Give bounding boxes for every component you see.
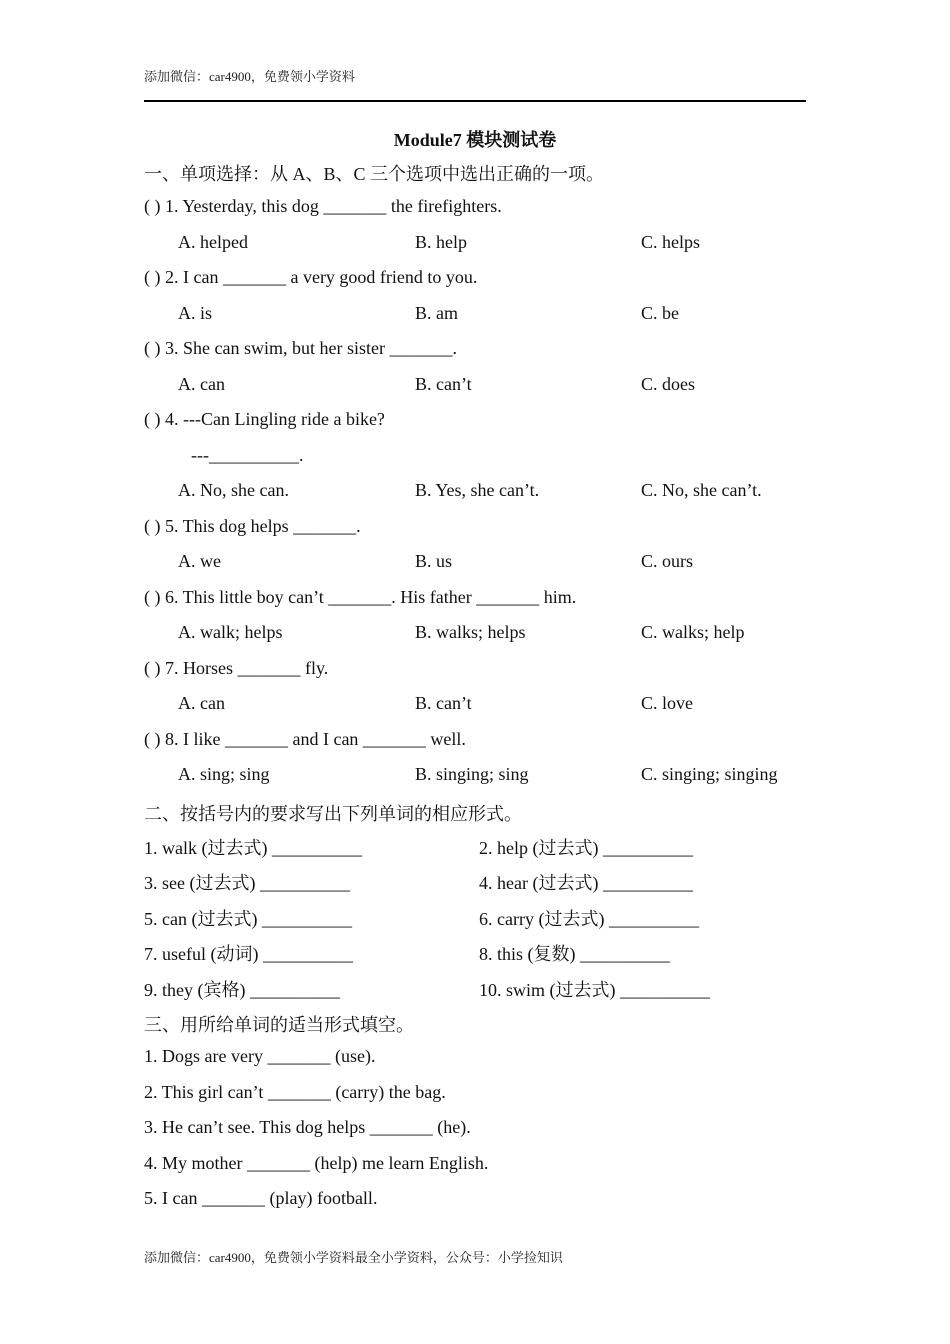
question-5-option-a: A. we xyxy=(178,551,221,571)
question-8-option-c: C. singing; singing xyxy=(641,764,778,784)
question-2-option-c: C. be xyxy=(641,303,679,323)
question-1-stem: ( ) 1. Yesterday, this dog _______ the firefighters. xyxy=(144,196,502,216)
question-5-stem: ( ) 5. This dog helps _______. xyxy=(144,516,361,536)
question-7-option-b: B. can’t xyxy=(415,693,472,713)
question-4-option-c: C. No, she can’t. xyxy=(641,480,762,500)
question-7-option-c: C. love xyxy=(641,693,693,713)
fill-blank-item-5: 5. I can _______ (play) football. xyxy=(144,1188,378,1208)
question-7-stem: ( ) 7. Horses _______ fly. xyxy=(144,658,329,678)
question-4-stem: ( ) 4. ---Can Lingling ride a bike? xyxy=(144,409,385,429)
question-6-option-a: A. walk; helps xyxy=(178,622,283,642)
question-1-option-b: B. help xyxy=(415,232,467,252)
question-4-option-b: B. Yes, she can’t. xyxy=(415,480,540,500)
word-form-item-8: 8. this (复数) __________ xyxy=(479,944,670,964)
question-4-option-a: A. No, she can. xyxy=(178,480,289,500)
word-form-item-6: 6. carry (过去式) __________ xyxy=(479,909,699,929)
question-2-option-b: B. am xyxy=(415,303,458,323)
fill-blank-item-4: 4. My mother _______ (help) me learn English. xyxy=(144,1153,489,1173)
word-form-item-4: 4. hear (过去式) __________ xyxy=(479,873,693,893)
question-2-stem: ( ) 2. I can _______ a very good friend to you. xyxy=(144,267,478,287)
question-6-option-c: C. walks; help xyxy=(641,622,745,642)
page-title: Module7 模块测试卷 xyxy=(393,130,557,150)
word-form-item-9: 9. they (宾格) __________ xyxy=(144,980,340,1000)
word-form-item-5: 5. can (过去式) __________ xyxy=(144,909,352,929)
word-form-item-3: 3. see (过去式) __________ xyxy=(144,873,350,893)
question-8-option-b: B. singing; sing xyxy=(415,764,529,784)
question-4-answer-line: ---__________. xyxy=(191,445,304,465)
section3-heading: 三、用所给单词的适当形式填空。 xyxy=(144,1015,414,1035)
question-6-option-b: B. walks; helps xyxy=(415,622,526,642)
question-5-option-c: C. ours xyxy=(641,551,694,571)
footer-note: 添加微信：car4900，免费领小学资料最全小学资料，公众号：小学捡知识 xyxy=(144,1250,563,1265)
question-6-stem: ( ) 6. This little boy can’t _______. His father _______ him. xyxy=(144,587,577,607)
question-8-option-a: A. sing; sing xyxy=(178,764,270,784)
question-3-option-c: C. does xyxy=(641,374,695,394)
question-3-option-a: A. can xyxy=(178,374,225,394)
question-3-option-b: B. can’t xyxy=(415,374,472,394)
question-7-option-a: A. can xyxy=(178,693,225,713)
question-2-option-a: A. is xyxy=(178,303,213,323)
question-5-option-b: B. us xyxy=(415,551,453,571)
fill-blank-item-3: 3. He can’t see. This dog helps _______ (he). xyxy=(144,1117,471,1137)
section1-heading: 一、单项选择：从 A、B、C 三个选项中选出正确的一项。 xyxy=(144,164,605,184)
question-1-option-c: C. helps xyxy=(641,232,701,252)
question-1-option-a: A. helped xyxy=(178,232,248,252)
header-note: 添加微信：car4900，免费领小学资料 xyxy=(144,69,355,84)
question-3-stem: ( ) 3. She can swim, but her sister _______. xyxy=(144,338,457,358)
word-form-item-10: 10. swim (过去式) __________ xyxy=(479,980,710,1000)
word-form-item-1: 1. walk (过去式) __________ xyxy=(144,838,362,858)
section2-heading: 二、按括号内的要求写出下列单词的相应形式。 xyxy=(144,804,522,824)
header-rule xyxy=(144,100,806,102)
word-form-item-7: 7. useful (动词) __________ xyxy=(144,944,353,964)
fill-blank-item-1: 1. Dogs are very _______ (use). xyxy=(144,1046,376,1066)
question-8-stem: ( ) 8. I like _______ and I can _______ well. xyxy=(144,729,466,749)
word-form-item-2: 2. help (过去式) __________ xyxy=(479,838,693,858)
fill-blank-item-2: 2. This girl can’t _______ (carry) the bag. xyxy=(144,1082,446,1102)
